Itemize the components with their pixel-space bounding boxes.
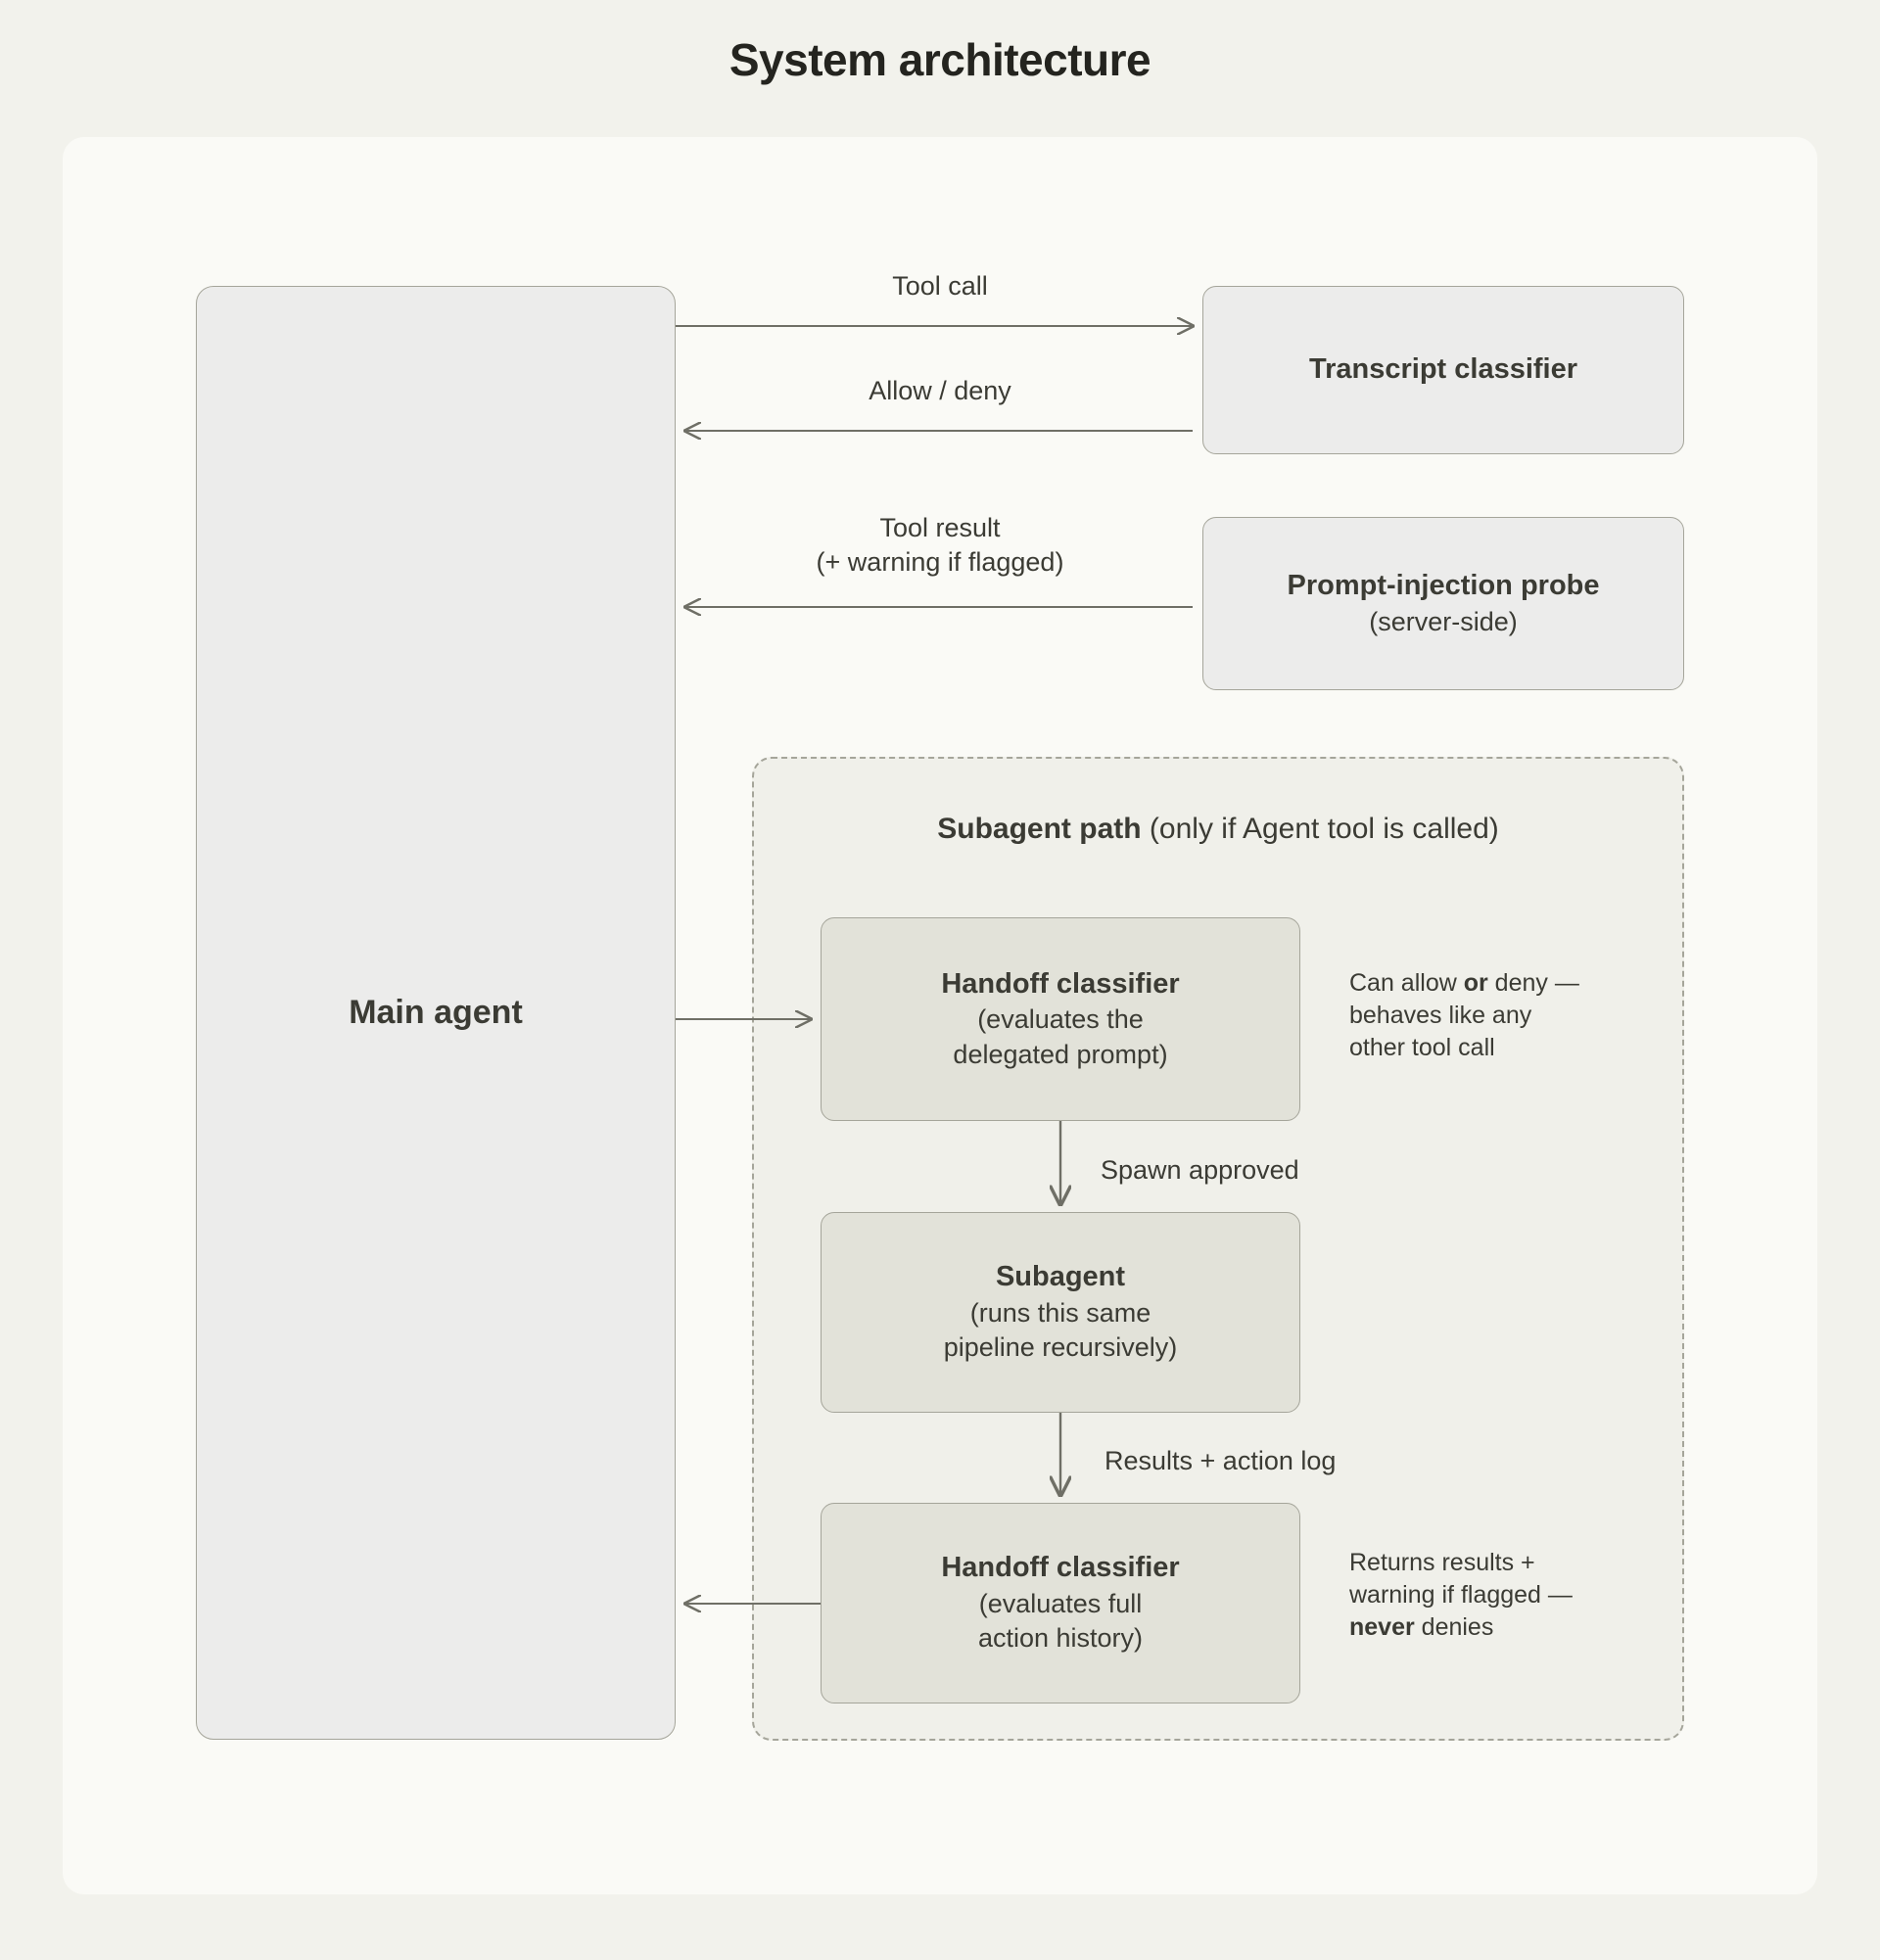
node-transcript-classifier-label: Transcript classifier	[1308, 353, 1578, 386]
node-handoff-classifier-in[interactable]	[821, 917, 1300, 1121]
note-handoff-in-line1-c: deny —	[1487, 969, 1579, 997]
node-handoff-classifier-out[interactable]	[821, 1503, 1300, 1703]
node-subagent-label: Subagent	[995, 1261, 1126, 1293]
node-prompt-injection-probe-label: Prompt-injection probe	[1287, 569, 1600, 601]
edge-label-spawn-approved: Spawn approved	[1101, 1155, 1299, 1185]
node-prompt-injection-probe-sublabel: (server-side)	[1369, 606, 1518, 636]
subagent-path-title	[752, 813, 1684, 846]
note-handoff-out-line2: warning if flagged —	[1349, 1581, 1573, 1609]
note-handoff-out-line3-b: denies	[1414, 1613, 1494, 1641]
note-handoff-in	[1349, 967, 1663, 1064]
node-subagent[interactable]	[821, 1212, 1300, 1413]
node-handoff-classifier-out-sublabel-1: (evaluates full	[978, 1588, 1143, 1618]
edge-label-tool-result-line2: (+ warning if flagged)	[816, 546, 1064, 577]
edge-label-tool-result	[676, 511, 1204, 579]
page-title: System architecture	[728, 34, 1152, 85]
note-handoff-in-line2: behaves like any	[1349, 1002, 1532, 1029]
note-handoff-out	[1349, 1547, 1672, 1644]
node-subagent-sublabel-1: (runs this same	[969, 1297, 1152, 1328]
node-prompt-injection-probe[interactable]	[1202, 517, 1684, 690]
note-handoff-out-line1: Returns results +	[1349, 1549, 1535, 1576]
node-handoff-classifier-out-sublabel-2: action history)	[977, 1623, 1144, 1654]
node-handoff-classifier-out-label: Handoff classifier	[941, 1552, 1180, 1584]
node-handoff-classifier-in-sublabel-1: (evaluates the	[977, 1004, 1144, 1035]
node-subagent-sublabel-2: pipeline recursively)	[943, 1332, 1178, 1363]
subagent-path-title-bold: Subagent path	[937, 813, 1142, 845]
node-handoff-classifier-in-label: Handoff classifier	[941, 967, 1180, 1000]
node-transcript-classifier[interactable]	[1202, 286, 1684, 454]
note-handoff-in-line1-b: or	[1463, 969, 1488, 997]
edge-label-allow-deny: Allow / deny	[869, 376, 1011, 405]
node-main-agent[interactable]	[196, 286, 676, 1740]
node-handoff-classifier-in-sublabel-2: delegated prompt)	[953, 1039, 1168, 1069]
note-handoff-out-line3	[1349, 1611, 1672, 1644]
note-handoff-out-line3-a: never	[1349, 1613, 1415, 1641]
note-handoff-in-line1-a: Can allow	[1349, 969, 1464, 997]
node-main-agent-label: Main agent	[349, 994, 523, 1032]
subagent-path-title-rest: (only if Agent tool is called)	[1141, 813, 1499, 845]
note-handoff-in-line3: other tool call	[1349, 1034, 1495, 1061]
note-handoff-in-line1	[1349, 967, 1663, 1000]
edge-label-tool-result-line1: Tool result	[879, 513, 1001, 542]
edge-label-tool-call: Tool call	[892, 271, 988, 301]
edge-label-results-action-log: Results + action log	[1104, 1446, 1337, 1475]
